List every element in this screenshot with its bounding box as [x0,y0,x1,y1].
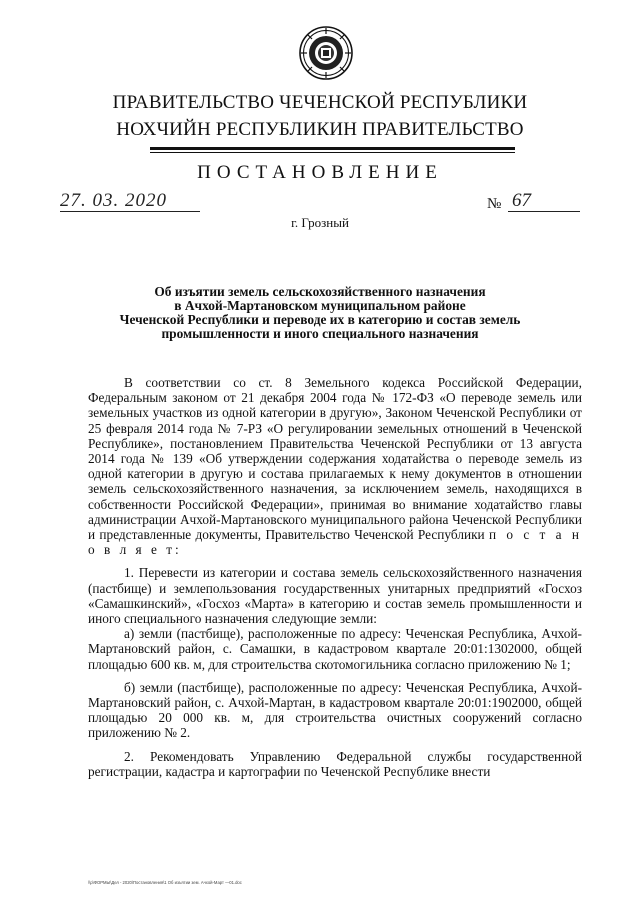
file-path-footer: \\p\ФОРМЫ\Дел - 2020\Постановления\1 Об изъятии зем. Ачхой-Март —01.doc [88,880,242,885]
header-divider-thin [150,152,515,153]
document-type: ПОСТАНОВЛЕНИЕ [197,162,443,183]
document-body [88,375,582,779]
header-divider-thick [150,147,515,150]
chechen-republic-emblem-icon [299,26,353,80]
document-date: 27. 03. 2020 [60,191,200,212]
government-name-ce: НОХЧИЙН РЕСПУБЛИКИН ПРАВИТЕЛЬСТВО [116,119,524,140]
title-line: Чеченской Республики и переводе их в категорию и состав земель [119,312,521,327]
resolves-text: п о с т а н о в л я е т: [88,527,582,558]
document-title [0,285,640,341]
preamble-paragraph [88,375,582,557]
government-name-ru: ПРАВИТЕЛЬСТВО ЧЕЧЕНСКОЙ РЕСПУБЛИКИ [112,92,528,113]
title-line: в Ачхой-Мартановском муниципальном районе [174,298,466,313]
item-2-paragraph: 2. Рекомендовать Управлению Федеральной службы государственной регистрации, кадастра и картографии по Чеченской Республике внести [88,748,582,779]
item-1b-paragraph: б) земли (пастбище), расположенные по адресу: Чеченская Республика, Ачхой-Мартановский район, с. Ачхой-Мартан, в кадастровом квартале 20:01:1902000, общей площадью 20 000 кв. м, для строительства очистных сооружений согласно приложению № 2. [88,679,582,741]
title-line: Об изъятии земель сельскохозяйственного назначения [154,284,486,299]
document-number: 67 [508,191,580,212]
preamble-text: В соответствии со ст. 8 Земельного кодекса Российской Федерации, Федеральным законом от 21 декабря 2004 года № 172-ФЗ «О переводе земель или земельных участков из одной категории в другую», Законом Чеченской Республики от 25 февраля 2014 года № 7-РЗ «О регулировании земельных отношений в Чеченской Республике», постановлением Правительства Чеченской Республики от 13 августа 2014 года № 139 «Об утверждении содержания ходатайства о переводе земель из одной категории в другую и состава прилагаемых к нему документов в отношении земель сельскохозяйственного назначения, за исключением земель, находящихся в собственности Российской Федерации», принимая во внимание ходатайство главы администрации Ачхой-Мартановского муниципального района Чеченской Республики и представленные документы, Правительство Чеченской Республики [88,375,582,543]
title-line: промышленности и иного специального назначения [161,326,479,341]
document-city: г. Грозный [291,215,349,230]
document-number-label: № [487,196,502,212]
item-1a-paragraph: а) земли (пастбище), расположенные по адресу: Чеченская Республика, Ачхой-Мартановский район, с. Самашки, в кадастровом квартале 20:01:1302000, общей площадью 600 кв. м, для строительства скотомогильника согласно приложению № 1; [88,626,582,672]
item-1-paragraph: 1. Перевести из категории и состава земель сельскохозяйственного назначения (пастбище) и землепользования государственных унитарных предприятий «Госхоз «Самашкинский», «Госхоз «Марта» в категорию и состав земель промышленности и иного специального назначения следующие земли: [88,565,582,627]
